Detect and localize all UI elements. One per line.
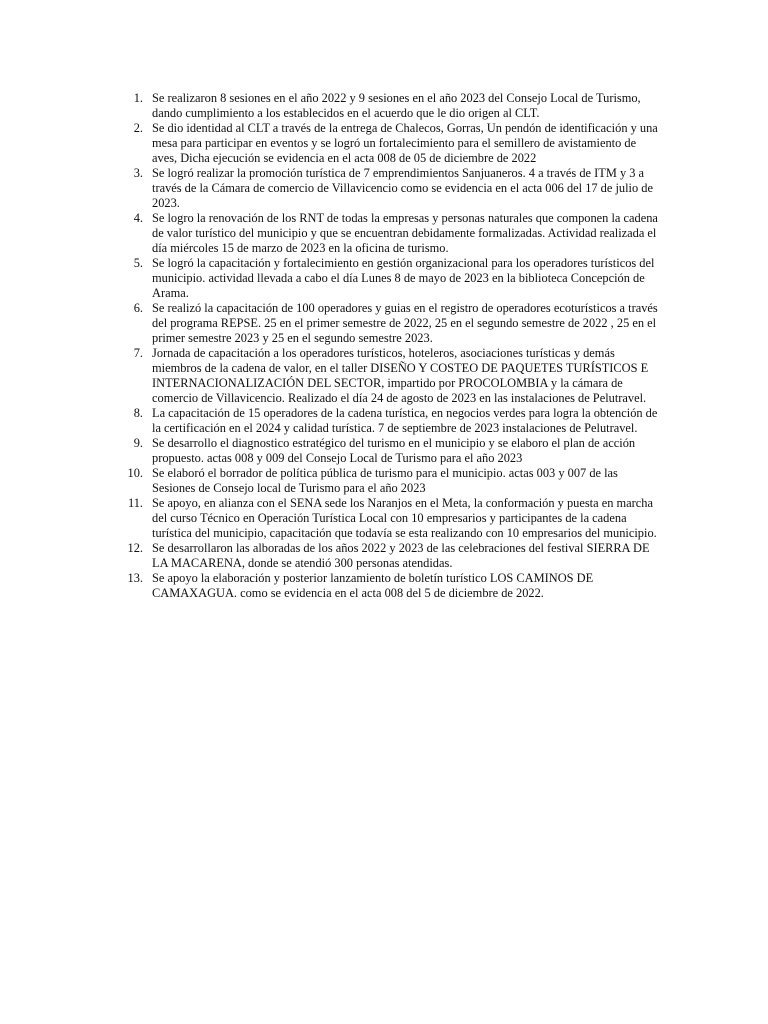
list-item: [121, 406, 662, 436]
list-item-number: 11.: [127, 496, 143, 510]
list-item: [121, 211, 662, 256]
list-item-text: La capacitación de 15 operadores de la cadena turística, en negocios verdes para logra la obtención de la certificación en el 2024 y calidad turística. 7 de septiembre de 2023 instalaciones de Pelutravel.: [152, 406, 658, 435]
list-item-number: 10.: [127, 466, 143, 480]
list-item-number: 6.: [133, 301, 143, 315]
list-item-number: 8.: [133, 406, 143, 420]
list-item-number: 7.: [133, 346, 143, 360]
list-item-number: 9.: [133, 436, 143, 450]
list-item: [121, 346, 662, 406]
list-item: [121, 91, 662, 121]
list-item-text: Se realizó la capacitación de 100 operadores y guias en el registro de operadores ecoturísticos a través del programa REPSE. 25 en el primer semestre de 2022, 25 en el segundo semestre de 2022 , 25 en el primer semestre 2023 y 25 en el segundo semestre 2023.: [152, 301, 658, 345]
list-item-number: 2.: [133, 121, 143, 135]
list-item: [121, 571, 662, 601]
list-item: [121, 301, 662, 346]
list-item-text: Se apoyo, en alianza con el SENA sede los Naranjos en el Meta, la conformación y puesta en marcha del curso Técnico en Operación Turística Local con 10 empresarios y participantes de la cadena turística del municipio, capacitación que todavía se esta realizando con 10 empresarios del municipio.: [152, 496, 657, 540]
list-item-text: Se dio identidad al CLT a través de la entrega de Chalecos, Gorras, Un pendón de identificación y una mesa para participar en eventos y se logró un fortalecimiento para el semillero de avistamiento de aves, Dicha ejecución se evidencia en el acta 008 de 05 de diciembre de 2022: [152, 121, 658, 165]
list-item-number: 12.: [127, 541, 143, 555]
list-item-text: Se apoyo la elaboración y posterior lanzamiento de boletín turístico LOS CAMINOS DE CAMAXAGUA. como se evidencia en el acta 008 del 5 de diciembre de 2022.: [152, 571, 594, 600]
list-item-number: 5.: [133, 256, 143, 270]
list-item-text: Se realizaron 8 sesiones en el año 2022 y 9 sesiones en el año 2023 del Consejo Local de Turismo, dando cumplimiento a los establecidos en el acuerdo que le dio origen al CLT.: [152, 91, 641, 120]
list-item: [121, 166, 662, 211]
list-item-text: Se desarrollaron las alboradas de los años 2022 y 2023 de las celebraciones del festival SIERRA DE LA MACARENA, donde se atendió 300 personas atendidas.: [152, 541, 650, 570]
list-item-text: Se logro la renovación de los RNT de todas la empresas y personas naturales que componen la cadena de valor turístico del municipio y que se encuentran debidamente formalizadas. Actividad realizada el día miércoles 15 de marzo de 2023 en la oficina de turismo.: [152, 211, 658, 255]
list-item: [121, 256, 662, 301]
list-item-number: 3.: [133, 166, 143, 180]
list-item: [121, 541, 662, 571]
list-item-text: Se logró la capacitación y fortalecimiento en gestión organizacional para los operadores turísticos del municipio. actividad llevada a cabo el día Lunes 8 de mayo de 2023 en la biblioteca Concepción de Arama.: [152, 256, 655, 300]
list-item-text: Se elaboró el borrador de política pública de turismo para el municipio. actas 003 y 007 de las Sesiones de Consejo local de Turismo para el año 2023: [152, 466, 618, 495]
list-item-number: 13.: [127, 571, 143, 585]
list-item-number: 4.: [133, 211, 143, 225]
list-item-text: Jornada de capacitación a los operadores turísticos, hoteleros, asociaciones turísticas y demás miembros de la cadena de valor, en el taller DISEÑO Y COSTEO DE PAQUETES TURÍSTICOS E INTERNACIONALIZACIÓN DEL SECTOR, impartido por PROCOLOMBIA y la cámara de comercio de Villavicencio. Realizado el día 24 de agosto de 2023 en las instalaciones de Pelutravel.: [152, 346, 649, 405]
list-item: [121, 436, 662, 466]
list-item: [121, 121, 662, 166]
list-item-text: Se logró realizar la promoción turística de 7 emprendimientos Sanjuaneros. 4 a través de ITM y 3 a través de la Cámara de comercio de Villavicencio como se evidencia en el acta 006 del 17 de julio de 2023.: [152, 166, 653, 210]
list-item: [121, 466, 662, 496]
list-item-text: Se desarrollo el diagnostico estratégico del turismo en el municipio y se elaboro el plan de acción propuesto. actas 008 y 009 del Consejo Local de Turismo para el año 2023: [152, 436, 636, 465]
list-item: [121, 496, 662, 541]
list-item-number: 1.: [133, 91, 143, 105]
numbered-list: [121, 91, 662, 601]
